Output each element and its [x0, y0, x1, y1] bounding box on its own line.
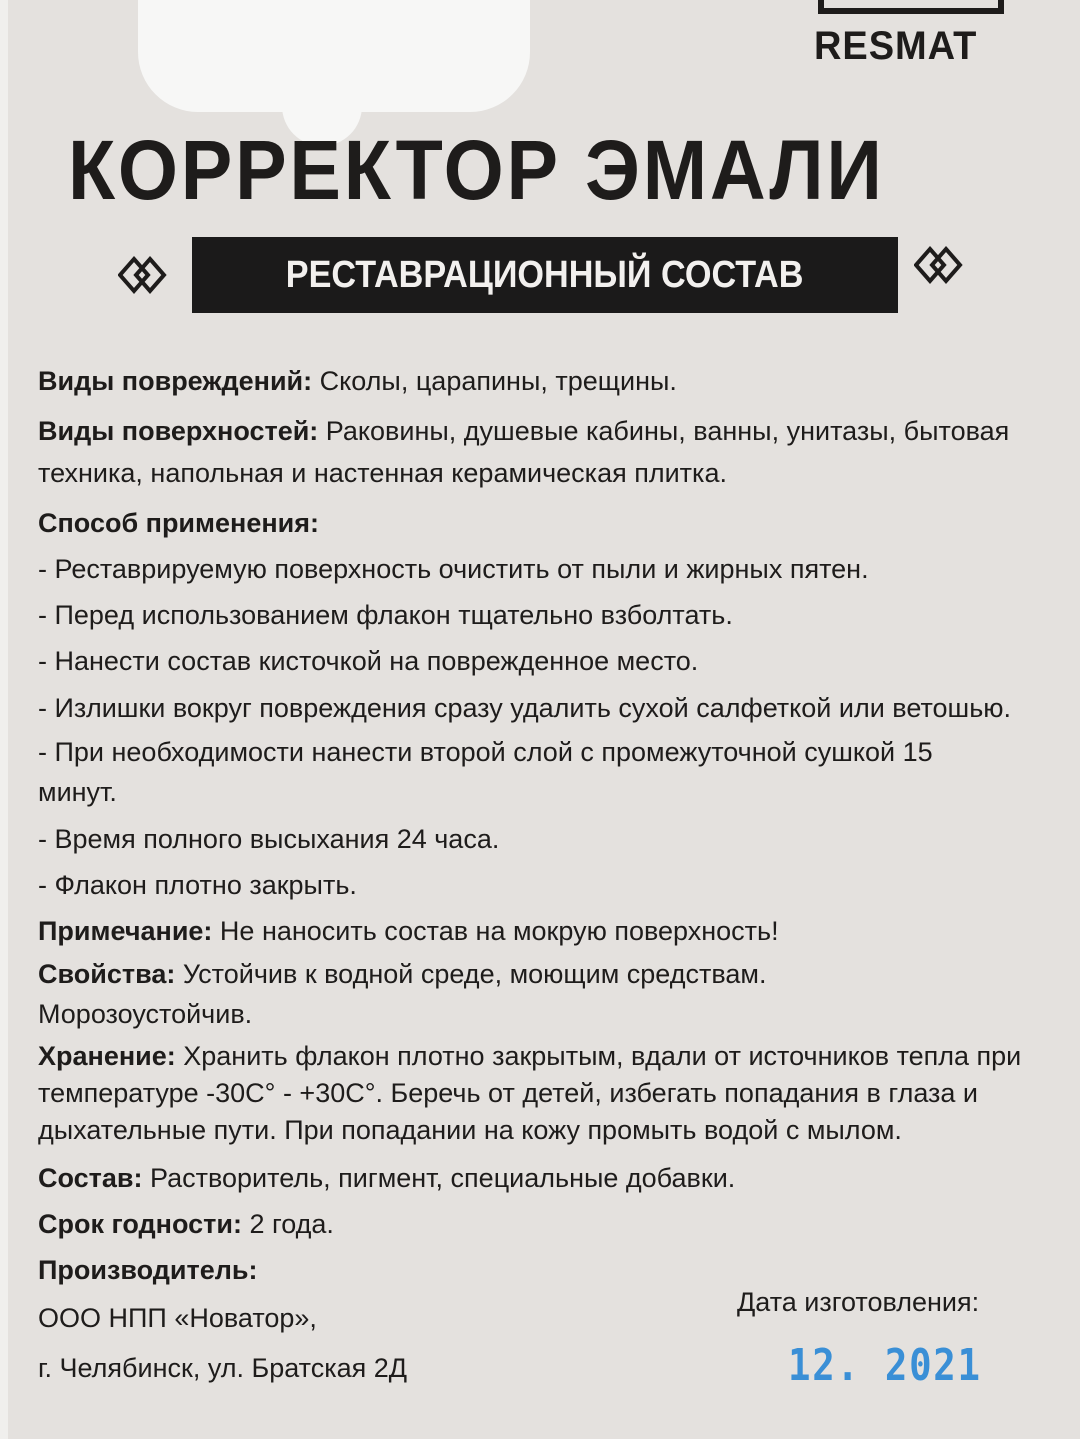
usage-step: - Нанести состав кисточкой на поврежденное место.	[38, 646, 699, 676]
usage-heading: Способ применения:	[38, 508, 319, 538]
damage-types: Виды повреждений: Сколы, царапины, трещины.	[38, 366, 677, 396]
manufacturer-heading: Производитель:	[38, 1255, 258, 1285]
manufacturer-line: ООО НПП «Новатор»,	[38, 1303, 317, 1333]
usage-step: - Излишки вокруг повреждения сразу удалить сухой салфеткой или ветошью.	[38, 693, 1012, 723]
manufacture-date-label: Дата изготовления:	[737, 1287, 980, 1317]
brand-logo: RESMAT	[814, 24, 978, 68]
manufacture-date-stamp: 12. 2021	[788, 1340, 982, 1391]
properties: Свойства: Устойчив к водной среде, моющим средствам. Морозоустойчив.	[38, 959, 767, 1029]
logo-mark	[818, 0, 1004, 14]
shelf-life: Срок годности: 2 года.	[38, 1209, 334, 1239]
usage-step: - Перед использованием флакон тщательно взболтать.	[38, 600, 733, 630]
usage-step: - При необходимости нанести второй слой с промежуточной сушкой 15 минут.	[38, 737, 933, 807]
composition: Состав: Растворитель, пигмент, специальные добавки.	[38, 1163, 736, 1193]
instructions-text	[38, 358, 1068, 1393]
subtitle-banner	[192, 237, 898, 313]
usage-step: - Флакон плотно закрыть.	[38, 870, 357, 900]
manufacturer-line: г. Челябинск, ул. Братская 2Д	[38, 1353, 408, 1383]
card-edge	[0, 0, 8, 1439]
diamond-ornament-left-icon	[118, 255, 178, 295]
product-title: КОРРЕКТОР ЭМАЛИ	[68, 123, 885, 217]
usage-step: - Реставрируемую поверхность очистить от пыли и жирных пятен.	[38, 554, 869, 584]
surface-types: Виды поверхностей: Раковины, душевые кабины, ванны, унитазы, бытовая техника, напольная и настенная керамическая плитка.	[38, 416, 1010, 488]
diamond-ornament-right-icon	[914, 245, 974, 285]
note: Примечание: Не наносить состав на мокрую поверхность!	[38, 916, 779, 946]
storage: Хранение: Хранить флакон плотно закрытым, вдали от источников тепла при температуре -30С° - +30С°. Беречь от детей, избегать попадания в глаза и дыхательные пути. При попадании на кожу промыть водой с мылом.	[38, 1041, 1022, 1145]
usage-step: - Время полного высыхания 24 часа.	[38, 824, 500, 854]
subtitle-text: РЕСТАВРАЦИОННЫЙ СОСТАВ	[286, 253, 804, 296]
